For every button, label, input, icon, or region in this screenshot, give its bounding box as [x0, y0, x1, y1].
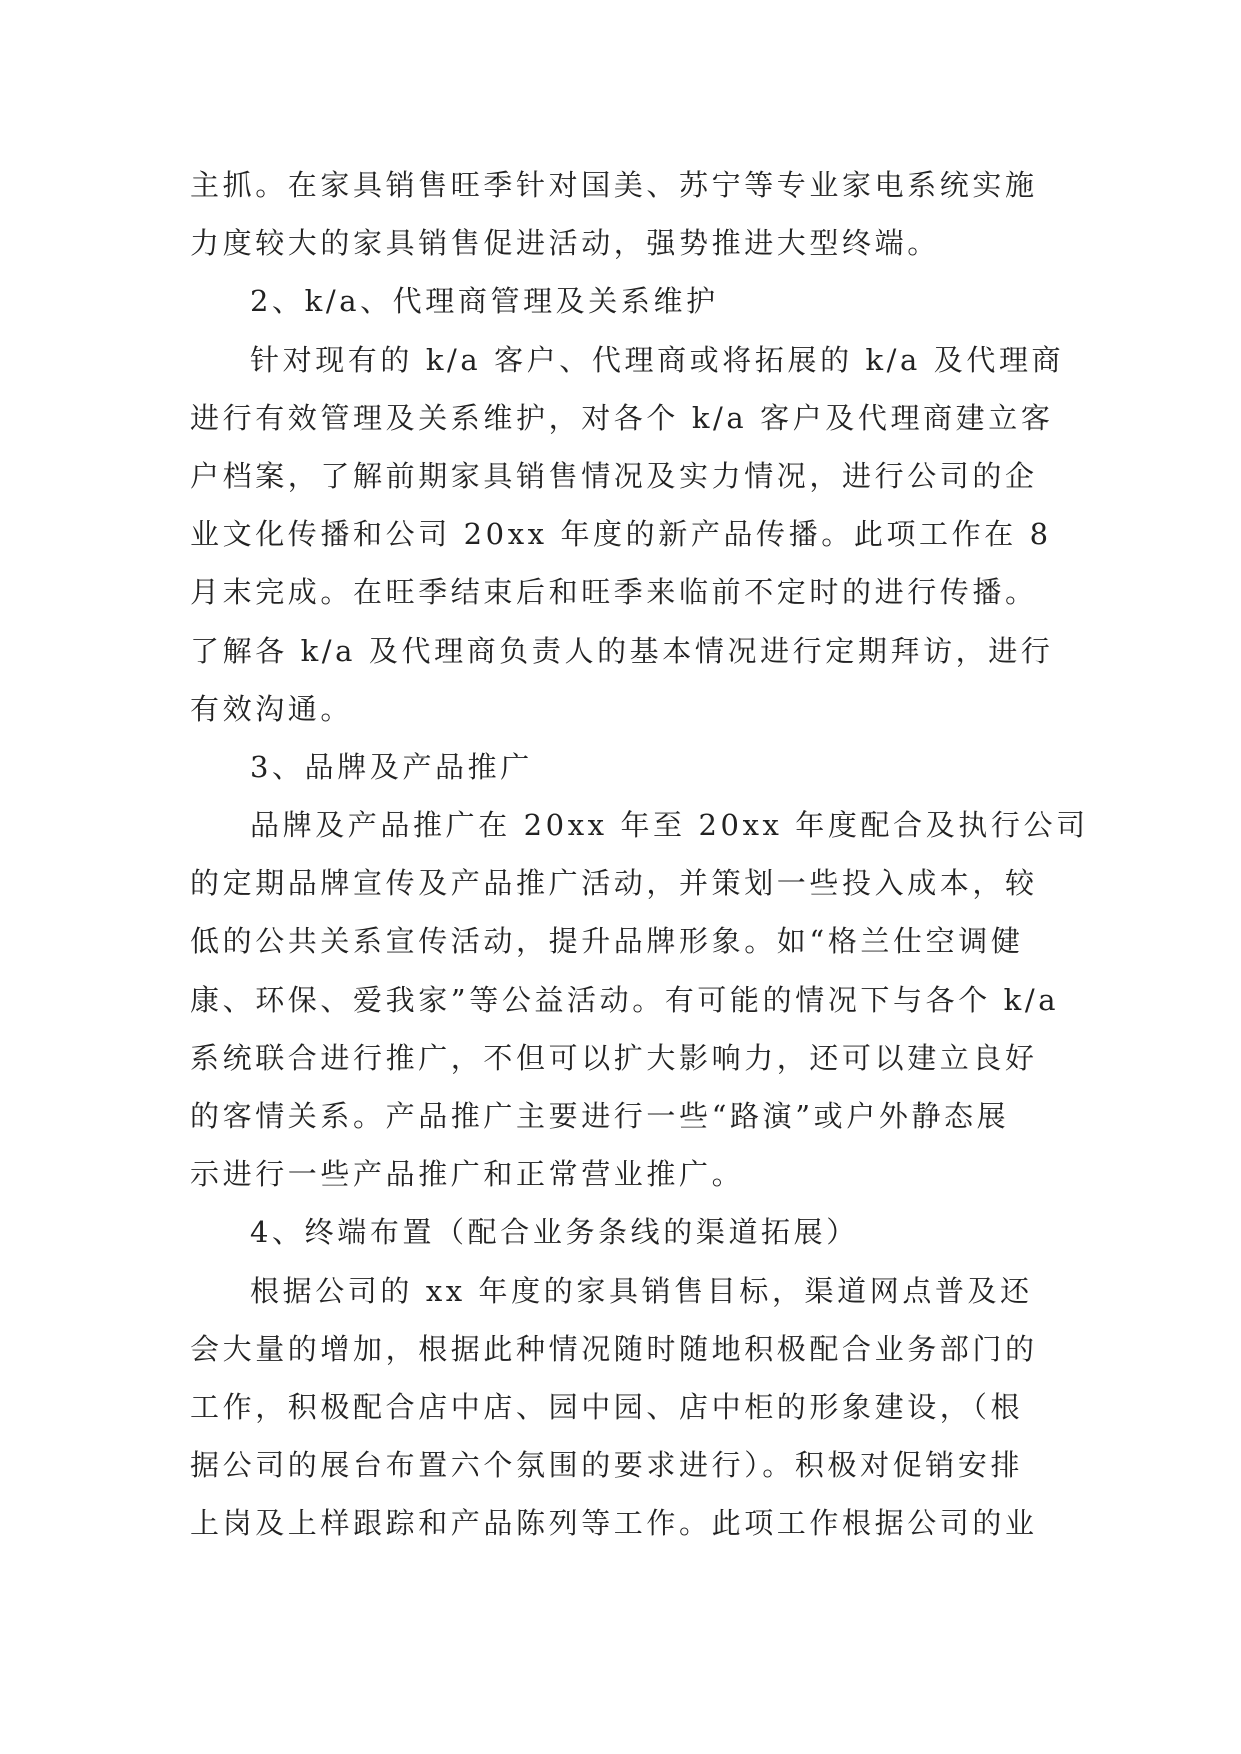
text-line: 康、环保、爱我家”等公益活动。有可能的情况下与各个 k/a: [190, 982, 1060, 1017]
text-line: 4、终端布置（配合业务条线的渠道拓展）: [250, 1215, 859, 1250]
text-line: 会大量的增加，根据此种情况随时随地积极配合业务部门的: [190, 1331, 1038, 1366]
text-line: 主抓。在家具销售旺季针对国美、苏宁等专业家电系统实施: [190, 168, 1038, 202]
text-line: 系统联合进行推广，不但可以扩大影响力，还可以建立良好: [190, 1040, 1038, 1075]
text-line: 示进行一些产品推广和正常营业推广。: [190, 1157, 745, 1192]
text-line: 业文化传播和公司 20xx 年度的新产品传播。此项工作在 8: [190, 517, 1052, 552]
text-line: 的定期品牌宣传及产品推广活动，并策划一些投入成本，较: [190, 866, 1038, 901]
text-line: 工作，积极配合店中店、园中园、店中柜的形象建设，（根: [190, 1389, 1024, 1424]
text-line: 3、品牌及产品推广: [250, 749, 533, 784]
text-line: 进行有效管理及关系维护，对各个 k/a 客户及代理商建立客: [190, 400, 1054, 435]
text-line: 2、k/a、代理商管理及关系维护: [250, 284, 719, 319]
text-line: 针对现有的 k/a 客户、代理商或将拓展的 k/a 及代理商: [250, 342, 1065, 377]
text-line: 户档案，了解前期家具销售情况及实力情况，进行公司的企: [190, 458, 1038, 493]
document-body: [190, 156, 1089, 1553]
text-line: 了解各 k/a 及代理商负责人的基本情况进行定期拜访，进行: [190, 633, 1054, 668]
text-line: 有效沟通。: [190, 691, 354, 726]
text-line: 品牌及产品推广在 20xx 年至 20xx 年度配合及执行公司: [250, 808, 1089, 843]
text-line: 据公司的展台布置六个氛围的要求进行）。积极对促销安排: [190, 1448, 1024, 1483]
text-line: 上岗及上样跟踪和产品陈列等工作。此项工作根据公司的业: [190, 1506, 1038, 1541]
text-line: 的客情关系。产品推广主要进行一些“路演”或户外静态展: [190, 1099, 1010, 1133]
text-line: 力度较大的家具销售促进活动，强势推进大型终端。: [190, 226, 940, 261]
text-line: 根据公司的 xx 年度的家具销售目标，渠道网点普及还: [250, 1273, 1033, 1308]
text-line: 月末完成。在旺季结束后和旺季来临前不定时的进行传播。: [190, 575, 1038, 610]
text-line: 低的公共关系宣传活动，提升品牌形象。如“格兰仕空调健: [190, 924, 1024, 959]
